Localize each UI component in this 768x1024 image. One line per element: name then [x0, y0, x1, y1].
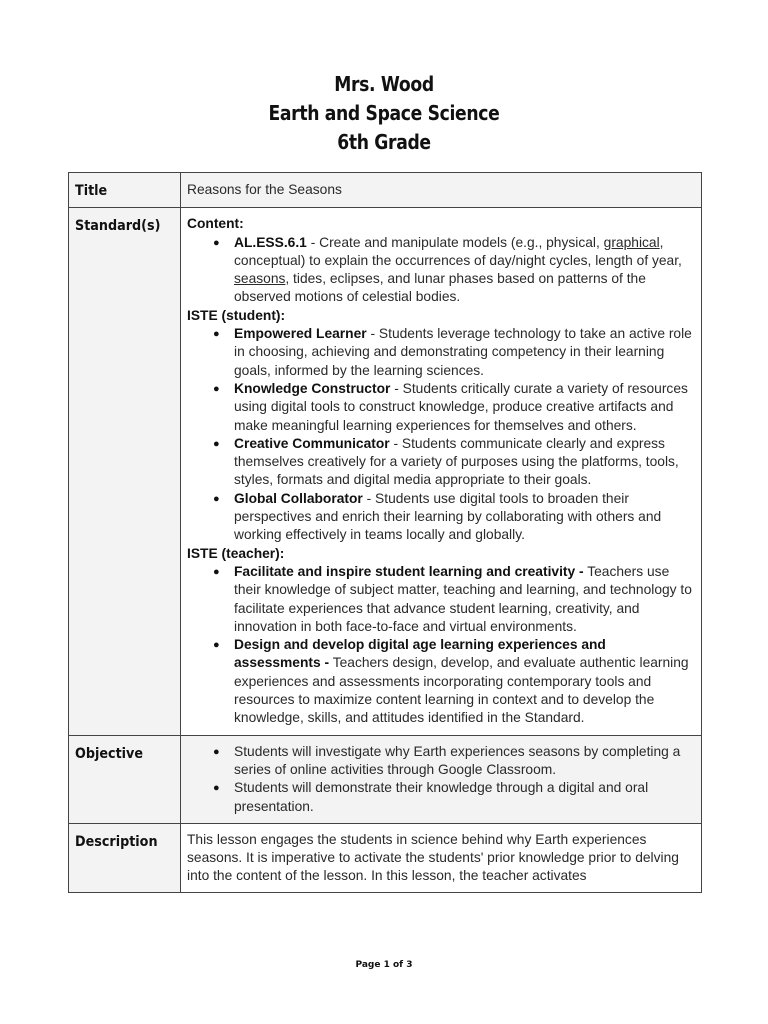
- list-item-term: Facilitate and inspire student learning and creativity -: [234, 563, 584, 579]
- standards-label-cell: [69, 208, 181, 735]
- list-item-term: Design and develop digital age learning experiences and assessments -: [234, 637, 606, 671]
- lesson-plan-table: [68, 172, 702, 893]
- content-heading: Content:: [187, 216, 244, 232]
- list-item-text: - Students use digital tools to broaden their perspectives and enrich their learning by collaborating with others and working effectively in teams locally and globally.: [234, 490, 662, 543]
- bullet-icon: ●: [213, 328, 220, 341]
- objective-label: Objective: [75, 745, 144, 762]
- objective-content: [181, 735, 702, 823]
- list-item-text: Teachers use their knowledge of subject matter, teaching and learning, and technology to facilitate experiences that advance student learning, creativity, and innovation in both face-to-face and virtual environments.: [234, 563, 692, 634]
- list-item-text: - Students communicate clearly and express themselves creatively for a variety of purposes using the platforms, tools, styles, formats and digital media appropriate to their goals.: [234, 435, 679, 488]
- objective-list: [187, 743, 693, 816]
- standard-link-graphical: graphical: [603, 234, 660, 250]
- standard-text-a: - Create and manipulate models (e.g., physical,: [306, 234, 604, 250]
- standard-text-c: , tides, eclipses, and lunar phases based on patterns of the observed motions of celestial bodies.: [234, 271, 646, 305]
- list-item-term: Knowledge Constructor: [234, 380, 391, 396]
- list-item-text: Teachers design, develop, and evaluate authentic learning experiences and assessments incorporating contemporary tools and resources to maximize content learning in context and to develop the knowledge, skills, and attitudes identified in the Standard.: [234, 655, 689, 726]
- list-item: [213, 234, 693, 307]
- content-standards-list: [187, 234, 693, 307]
- list-item: [213, 380, 693, 435]
- list-item: [213, 636, 693, 727]
- document-header: [54, 70, 714, 157]
- bullet-icon: ●: [213, 382, 220, 395]
- iste-teacher-list: [187, 563, 693, 728]
- description-label-cell: [69, 823, 181, 892]
- list-item-text: - Students critically curate a variety of resources using digital tools to construct knowledge, produce creative artifacts and make meaningful learning experiences for themselves and others.: [234, 380, 688, 433]
- list-item: [213, 743, 693, 780]
- list-item-text: Students will investigate why Earth experiences seasons by completing a series of online activities through Google Classroom.: [234, 743, 681, 777]
- bullet-icon: ●: [213, 745, 220, 758]
- iste-student-heading: ISTE (student):: [187, 307, 286, 323]
- bullet-icon: ●: [213, 236, 220, 249]
- list-item-term: Creative Communicator: [234, 435, 390, 451]
- list-item-term: Empowered Learner: [234, 326, 367, 342]
- list-item: [213, 563, 693, 636]
- list-item-text: - Students leverage technology to take an active role in choosing, achieving and demonstrating competency in their learning goals, informed by the learning sciences.: [234, 326, 692, 378]
- standards-row: [69, 208, 702, 735]
- bullet-icon: ●: [213, 639, 220, 652]
- list-item: [213, 779, 693, 816]
- bullet-icon: ●: [213, 782, 220, 795]
- iste-teacher-heading: ISTE (teacher):: [187, 545, 285, 561]
- title-label-cell: [69, 173, 181, 208]
- standards-label: Standard(s): [75, 218, 161, 235]
- description-text: This lesson engages the students in science behind why Earth experiences seasons. It is imperative to activate the students' prior knowledge prior to delving into the content of the lesson. In this lesson, the teacher activates: [187, 831, 679, 884]
- iste-student-list: [187, 325, 693, 545]
- bullet-icon: ●: [213, 492, 220, 505]
- standard-text-b: , conceptual) to explain the occurrences of day/night cycles, length of year,: [234, 234, 682, 268]
- teacher-name: Mrs. Wood: [334, 72, 434, 96]
- list-item-term: Global Collaborator: [234, 490, 363, 506]
- list-item: [213, 435, 693, 490]
- standard-code: AL.ESS.6.1: [234, 234, 307, 250]
- title-row: [69, 173, 702, 208]
- title-value: Reasons for the Seasons: [181, 173, 702, 208]
- standard-link-seasons: seasons: [234, 271, 286, 287]
- page-number: Page 1 of 3: [355, 960, 413, 970]
- grade-level: 6th Grade: [337, 130, 431, 154]
- objective-label-cell: [69, 735, 181, 823]
- list-item: [213, 325, 693, 380]
- title-label: Title: [75, 183, 108, 199]
- course-name: Earth and Space Science: [268, 101, 500, 125]
- standards-content: [181, 208, 702, 735]
- description-label: Description: [75, 833, 158, 850]
- list-item-text: Students will demonstrate their knowledge through a digital and oral presentation.: [234, 780, 649, 814]
- objective-row: [69, 735, 702, 823]
- list-item: [213, 490, 693, 545]
- bullet-icon: ●: [213, 565, 220, 578]
- bullet-icon: ●: [213, 437, 220, 450]
- description-row: [69, 823, 702, 892]
- description-content: [181, 823, 702, 892]
